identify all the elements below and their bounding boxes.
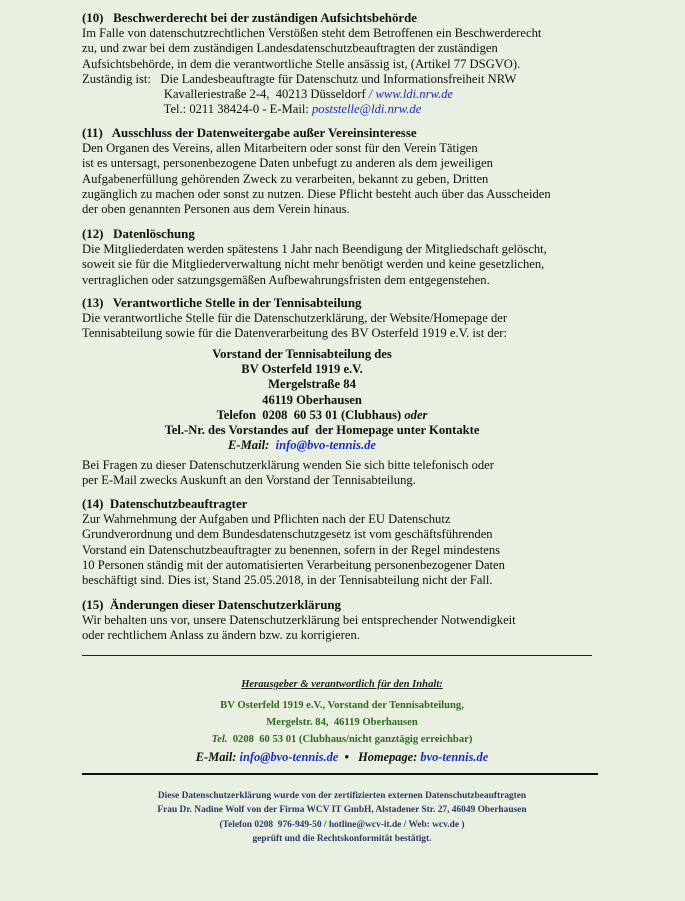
- tel-label: Tel.: [211, 734, 228, 745]
- ldi-email-link[interactable]: poststelle@ldi.nrw.de: [311, 102, 422, 117]
- text-line: vertraglichen oder satzungsgemäßen Aufbewahrungsfristen dem entgegenstehen.: [82, 272, 490, 287]
- section-12: [82, 227, 602, 288]
- publisher-title: Herausgeber & verantwortlich für den Inhalt:: [241, 679, 443, 690]
- ldi-website-link[interactable]: / www.ldi.nrw.de: [368, 87, 453, 102]
- email-label: E-Mail:: [195, 750, 240, 764]
- publisher-email-link[interactable]: info@bvo-tennis.de: [239, 750, 339, 764]
- text-line: Aufgabenerfüllung gehörenden Zweck zu verarbeiten, bekannt zu geben, Dritten: [82, 171, 489, 186]
- text-line: Zuständig ist: Die Landesbeauftragte für Datenschutz und Informationsfreiheit NRW: [82, 71, 517, 86]
- tel-text: 0208 60 53 01 (Clubhaus/nicht ganztägig erreichbar): [227, 734, 473, 745]
- section-13-contact-note: [82, 458, 602, 488]
- divider: [82, 655, 592, 656]
- bullet-separator: •: [338, 750, 359, 764]
- section-13: [82, 296, 602, 342]
- section-heading: (13) Verantwortliche Stelle in der Tennisabteilung: [82, 296, 362, 310]
- text-line: Bei Fragen zu dieser Datenschutzerklärung wenden Sie sich bitte telefonisch oder: [82, 458, 494, 472]
- footer-line: geprüft und die Rechtskonformität bestätigt.: [252, 833, 432, 844]
- phone-line: [82, 408, 602, 423]
- text-line: beschäftigt sind. Dies ist, Stand 25.05.2018, in der Tennisabteilung nicht der Fall.: [82, 573, 493, 588]
- homepage-label: Homepage:: [358, 750, 421, 764]
- publisher-phone-line: [82, 731, 602, 748]
- address-text: Kavalleriestraße 2-4, 40213 Düsseldorf: [82, 87, 369, 102]
- text-line: per E-Mail zwecks Auskunft an den Vorstand der Tennisabteilung.: [82, 473, 416, 488]
- text-line: Wir behalten uns vor, unsere Datenschutzerklärung bei entsprechender Notwendigkeit: [82, 613, 516, 628]
- text-line: ist es untersagt, personenbezogene Daten unbefugt zu anderen als dem jeweiligen: [82, 156, 493, 171]
- section-heading: (14) Datenschutzbeauftragter: [82, 497, 248, 511]
- section-14: [82, 497, 602, 588]
- responsible-address-block: [82, 347, 602, 453]
- phone-text: Telefon 0208 60 53 01 (Clubhaus): [216, 407, 405, 422]
- footer-note: [82, 789, 602, 846]
- section-11: [82, 126, 602, 217]
- board-phone-line: Tel.-Nr. des Vorstandes auf der Homepage unter Kontakte: [164, 423, 480, 438]
- homepage-link[interactable]: bvo-tennis.de: [420, 750, 489, 764]
- text-line: Tennisabteilung sowie für die Datenverarbeitung des BV Osterfeld 1919 e.V. ist der:: [82, 326, 507, 341]
- address-line: BV Osterfeld 1919 e.V.: [241, 362, 363, 377]
- address-line: Mergelstraße 84: [268, 377, 356, 392]
- email-line: [82, 438, 602, 453]
- footer-line: (Telefon 0208 976-949-50 / hotline@wcv-it.de / Web: wcv.de ): [219, 819, 465, 830]
- text-line: Den Organen des Vereins, allen Mitarbeitern oder sonst für den Verein Tätigen: [82, 141, 478, 156]
- club-email-link[interactable]: info@bvo-tennis.de: [275, 438, 376, 453]
- text-line: Die Mitgliederdaten werden spätestens 1 Jahr nach Beendigung der Mitgliedschaft gelöscht,: [82, 242, 547, 257]
- contact-line: [82, 102, 602, 117]
- text-line: oder rechtlichem Anlass zu ändern bzw. zu korrigieren.: [82, 628, 360, 643]
- text-line: soweit sie für die Mitgliederverwaltung nicht mehr benötigt werden und keine gesetzlichen,: [82, 257, 545, 272]
- text-line: der oben genannten Personen aus dem Verein hinaus.: [82, 202, 350, 217]
- footer-line: Diese Datenschutzerklärung wurde von der zertifizierten externen Datenschutzbeauftragten: [157, 791, 527, 801]
- footer-line: Frau Dr. Nadine Wolf von der Firma WCV IT GmbH, Alstadener Str. 27, 46049 Oberhausen: [157, 805, 527, 816]
- text-line: Zur Wahrnehmung der Aufgaben und Pflichten nach der EU Datenschutz: [82, 512, 451, 527]
- address-line: 46119 Oberhausen: [262, 392, 362, 407]
- text-line: zugänglich zu machen oder sonst zu nutzen. Diese Pflicht besteht auch über das Ausscheiden: [82, 186, 551, 201]
- divider: [82, 773, 598, 775]
- publisher-block: [82, 678, 602, 766]
- text-line: Grundverordnung und dem Bundesdatenschutzgesetz ist vom geschäftsführenden: [82, 527, 493, 542]
- publisher-contact-line: [82, 748, 602, 766]
- publisher-line: BV Osterfeld 1919 e.V., Vorstand der Tennisabteilung,: [220, 700, 464, 711]
- text-line: Im Falle von datenschutzrechtlichen Verstößen steht dem Betroffenen ein Beschwerderecht: [82, 26, 542, 41]
- or-text: oder: [404, 407, 428, 422]
- publisher-line: Mergelstr. 84, 46119 Oberhausen: [266, 717, 418, 728]
- section-15: [82, 598, 602, 644]
- section-heading: (12) Datenlöschung: [82, 227, 195, 241]
- section-10: [82, 11, 602, 117]
- text-line: Aufsichtsbehörde, in dem die verantwortliche Stelle ansässig ist, (Artikel 77 DSGVO).: [82, 56, 521, 71]
- address-line: Vorstand der Tennisabteilung des: [212, 347, 392, 361]
- section-heading: (15) Änderungen dieser Datenschutzerklärung: [82, 598, 342, 612]
- email-label: E-Mail:: [228, 438, 276, 453]
- section-heading: (10) Beschwerderecht bei der zuständigen Aufsichtsbehörde: [82, 11, 418, 25]
- contact-text: Tel.: 0211 38424-0 - E-Mail:: [82, 102, 312, 117]
- text-line: Die verantwortliche Stelle für die Datenschutzerklärung, der Website/Homepage der: [82, 311, 508, 326]
- address-line: [82, 87, 602, 102]
- section-heading: (11) Ausschluss der Datenweitergabe außer Vereinsinteresse: [82, 126, 417, 140]
- text-line: Vorstand ein Datenschutzbeauftragter zu benennen, sofern in der Regel mindestens: [82, 542, 501, 557]
- text-line: zu, und zwar bei dem zuständigen Landesdatenschutzbeauftragten der zuständigen: [82, 41, 498, 56]
- text-line: 10 Personen ständig mit der automatisierten Verarbeitung personenbezogener Daten: [82, 557, 505, 572]
